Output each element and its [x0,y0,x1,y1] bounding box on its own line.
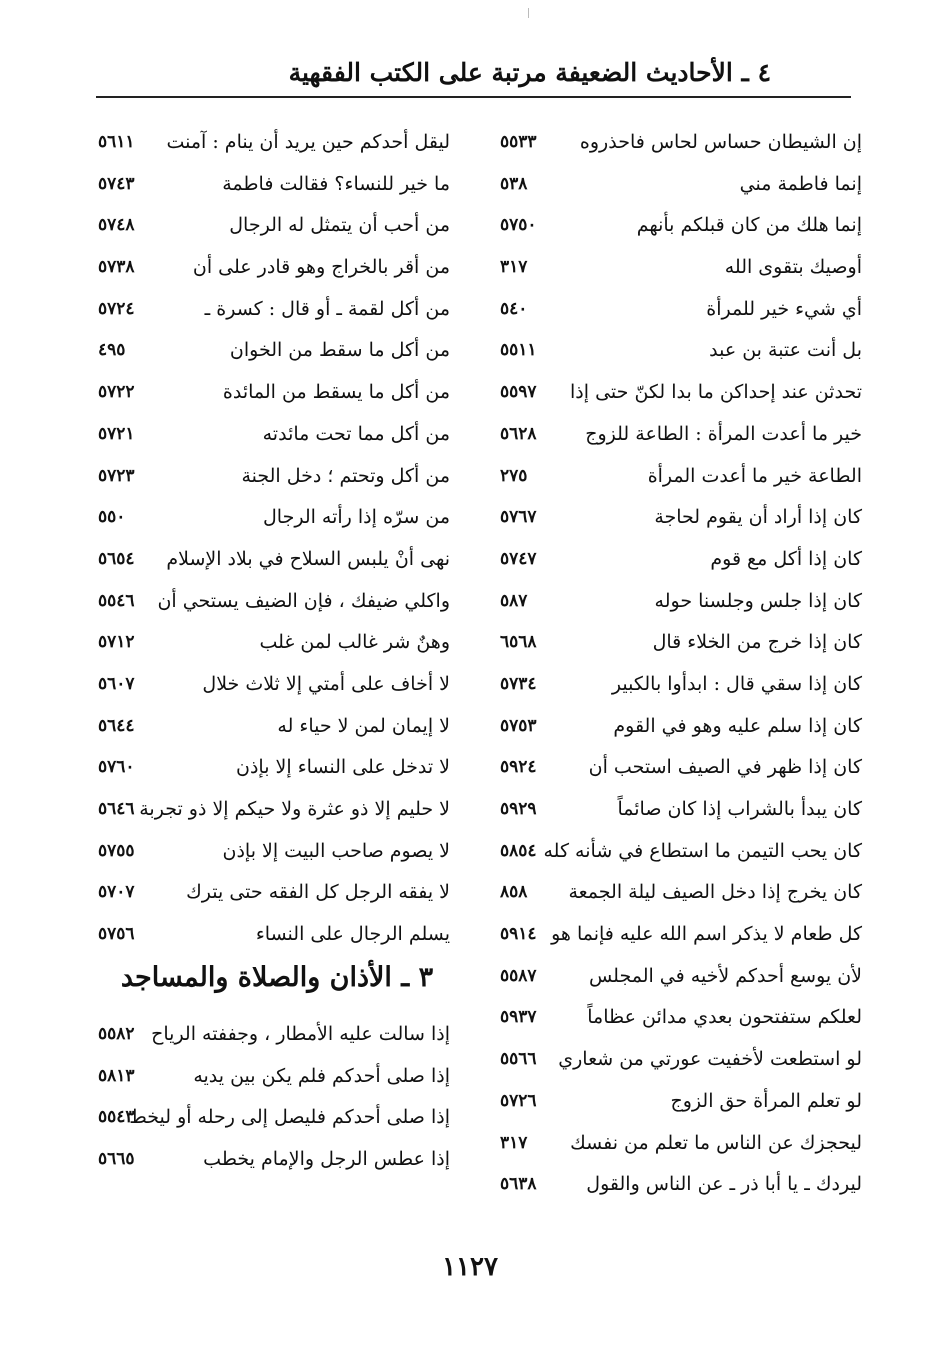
entry-text: إذا عطس الرجل والإمام يخطب [203,1148,450,1171]
index-entry [96,289,458,331]
entry-text: وهنٌ شر غالب لمن غلب [259,631,450,654]
index-entry [96,872,458,914]
index-entry [498,706,870,748]
entry-number: ٥٧٦٠ [98,757,135,778]
entry-text: نهى أنْ يلبس السلاح في بلاد الإسلام [166,547,450,570]
entry-text: كل طعام لا يذكر اسم الله عليه فإنما هو [551,923,862,946]
entry-text: لا يفقه الرجل كل الفقه حتى يترك [186,881,450,904]
entry-number: ٥٧٥٥ [98,840,135,861]
entry-number: ٥٩٣٧ [500,1007,537,1028]
entry-text: واكلي ضيفك ، فإن الضيف يستحي أن [157,589,450,612]
index-entry [498,205,870,247]
index-entry [498,872,870,914]
entry-number: ٥٧٤٨ [98,215,135,236]
entry-number: ٥٥٤٦ [98,590,135,611]
entry-text: إنما هلك من كان قبلكم بأنهم [636,214,862,237]
index-entry [96,122,458,164]
entry-number: ٥٧٢١ [98,423,135,444]
entry-number: ٥٥٨٧ [500,965,537,986]
entry-number: ٥٥٤٣ [98,1107,135,1128]
entry-number: ٥٣٨ [500,173,528,194]
entry-number: ٥٦٢٨ [500,423,537,444]
index-entry [96,372,458,414]
entry-number: ٥٦٦٥ [98,1149,135,1170]
entry-number: ٥٨١٣ [98,1065,135,1086]
entry-text: من أحب أن يتمثل له الرجال [229,214,450,237]
entry-number: ٥٧٤٣ [98,173,135,194]
index-entry [96,205,458,247]
index-entry [498,1164,870,1206]
entry-number: ٥٥٩٧ [500,382,537,403]
running-title: ٤ ـ الأحاديث الضعيفة مرتبة على الكتب الفقهية [288,58,771,87]
entry-number: ٥٦٤٦ [98,799,135,819]
entry-text: كان إذا سقي قال : ابدأوا بالكبير [611,672,862,695]
index-column-left-section [96,1014,458,1181]
index-entry [498,581,870,623]
entry-text: لعلكم ستفتحون بعدي مدائن عظاماً [587,1006,862,1029]
entry-number: ٥٧٤٧ [500,548,537,569]
entry-text: أوصيك بتقوى الله [724,256,862,279]
entry-number: ٨٥٨ [500,882,528,903]
entry-text: كان إذا سلم عليه وهو في القوم [613,714,862,737]
entry-number: ٥٧٢٢ [98,382,135,403]
entry-number: ٢٧٥ [500,465,528,486]
entry-text: لا إيمان لمن لا حياء له [277,714,450,737]
entry-text: كان يحب التيمن ما استطاع في شأنه كله [543,839,862,862]
index-entry [96,914,458,956]
entry-text: أي شيء خير للمرأة [706,297,862,320]
entry-text: لو تعلم المرأة حق الزوج [670,1089,862,1112]
index-entry [96,456,458,498]
entry-number: ٥٧٥٠ [500,215,537,236]
entry-number: ٥٦١١ [98,132,135,152]
entry-number: ٥٧٣٤ [500,673,537,694]
index-column-right [498,122,870,1206]
entry-text: من أكل وتحتم ؛ دخل الجنة [241,464,450,487]
entry-number: ٥٧٢٤ [98,298,135,319]
entry-text: ليقل أحدكم حين يريد أن ينام : آمنت [166,131,450,153]
entry-text: يسلم الرجال على النساء [255,923,450,946]
entry-number: ٥٦٤٤ [98,715,135,736]
index-entry [498,456,870,498]
index-entry [96,164,458,206]
section-heading: ٣ ـ الأذان والصلاة والمساجد [120,962,434,993]
index-entry [96,1097,458,1139]
index-entry [498,997,870,1039]
entry-number: ٥٩٢٤ [500,757,537,778]
index-entry [498,1123,870,1165]
entry-text: كان إذا جلس وجلسنا حوله [654,589,862,612]
entry-number: ٥٨٧ [500,590,528,611]
page-number: ١١٢٧ [442,1252,498,1282]
entry-number: ٥٥١١ [500,340,537,361]
entry-text: إنما فاطمة مني [739,172,862,195]
entry-text: بل أنت عتبة بن عبد [709,339,862,362]
entry-text: من سرّه إذا رأته الرجال [263,506,450,529]
entry-text: ما خير للنساء؟ فقالت فاطمة [222,172,450,195]
entry-text: لا حليم إلا ذو عثرة ولا حيكم إلا ذو تجربة [139,798,450,820]
entry-text: من أكل لقمة ـ أو قال : كسرة ـ [204,297,450,320]
index-entry [498,122,870,164]
entry-text: إن الشيطان حساس لحاس فاحذروه [579,131,862,153]
index-entry [498,1081,870,1123]
entry-number: ٥٧٢٣ [98,465,135,486]
entry-number: ٥٩١٤ [500,924,537,945]
index-entry [96,1014,458,1056]
index-column-left [96,122,458,956]
entry-text: تحدثن عند إحداكن ما بدا لكنّ حتى إذا [570,381,862,404]
entry-text: كان إذا خرج من الخلاء قال [652,631,862,654]
index-entry [96,497,458,539]
entry-text: ليردك ـ يا أبا ذر ـ عن الناس والقول [586,1173,862,1196]
index-entry [96,1056,458,1098]
entry-number: ٥٦٠٧ [98,673,135,694]
index-entry [96,831,458,873]
entry-number: ٥٧٠٧ [98,882,135,903]
entry-number: ٥٦٥٤ [98,548,135,569]
scan-mark [528,8,529,18]
index-entry [96,622,458,664]
index-entry [498,789,870,831]
entry-text: من أقر بالخراج وهو قادر على أن [192,256,450,279]
entry-text: كان إذا أراد أن يقوم لحاجة [654,506,862,529]
index-entry [498,539,870,581]
index-entry [96,1139,458,1181]
entry-text: كان يخرج إذا دخل الصيف ليلة الجمعة [568,881,862,904]
entry-text: كان إذا ظهر في الصيف استحب أن [588,756,862,779]
index-entry [96,581,458,623]
entry-number: ٥٧١٢ [98,632,135,653]
entry-text: إذا صلى أحدكم فليصل إلى رحله أو ليخط [129,1106,450,1129]
index-entry [96,664,458,706]
index-entry [498,330,870,372]
entry-number: ٣١٧ [500,257,528,278]
index-entry [498,956,870,998]
index-entry [498,831,870,873]
index-entry [96,789,458,831]
entry-number: ٥٩٢٩ [500,799,537,819]
entry-number: ٥٧٣٨ [98,257,135,278]
entry-text: لا أخاف على أمتي إلا ثلاث خلال [202,672,450,695]
index-entry [498,247,870,289]
entry-number: ٥٥٦٦ [500,1049,537,1070]
index-entry [498,164,870,206]
entry-text: من أكل ما يسقط من المائدة [222,381,450,404]
index-entry [498,914,870,956]
entry-number: ٥٧٥٣ [500,715,537,736]
entry-text: لو استطعت لأخفيت عورتي من شعاري [558,1048,862,1071]
entry-text: خير ما أعدت المرأة : الطاعة للزوج [585,422,862,445]
entry-number: ٥٤٠ [500,298,528,319]
entry-number: ٥٧٦٧ [500,507,537,528]
index-entry [96,330,458,372]
index-entry [96,539,458,581]
index-entry [498,497,870,539]
entry-number: ٥٦٣٨ [500,1174,537,1195]
entry-text: من أكل ما سقط من الخوان [229,339,450,362]
entry-number: ٣١٧ [500,1132,528,1153]
entry-text: ليحجزك عن الناس ما تعلم من نفسك [570,1131,862,1154]
entry-text: لا تدخل على النساء إلا بإذن [236,756,450,779]
index-entry [498,289,870,331]
entry-text: الطاعة خير ما أعدت المرأة [647,464,862,487]
entry-number: ٥٥٠ [98,507,126,528]
entry-number: ٥٥٣٣ [500,132,537,152]
index-entry [498,622,870,664]
entry-number: ٥٧٢٦ [500,1090,537,1111]
entry-text: إذا صلى أحدكم فلم يكن بين يديه [193,1064,450,1087]
entry-number: ٥٥٨٢ [98,1024,135,1044]
index-entry [96,247,458,289]
entry-text: كان يبدأ بالشراب إذا كان صائماً [617,798,862,820]
entry-number: ٥٧٥٦ [98,924,135,945]
entry-number: ٤٩٥ [98,340,126,361]
entry-text: لأن يوسع أحدكم لأخيه في المجلس [588,964,862,987]
entry-text: لا يصوم صاحب البيت إلا بإذن [222,839,450,862]
entry-number: ٦٥٦٨ [500,632,537,653]
index-entry [498,372,870,414]
index-entry [498,1039,870,1081]
index-entry [96,414,458,456]
index-entry [96,706,458,748]
entry-text: من أكل مما تحت مائدته [262,422,450,445]
index-entry [498,414,870,456]
index-entry [498,664,870,706]
entry-text: كان إذا أكل مع قوم [710,547,862,570]
index-entry [498,747,870,789]
entry-number: ٥٨٥٤ [500,840,537,861]
index-entry [96,747,458,789]
page-header [96,50,851,98]
entry-text: إذا سالت عليه الأمطار ، وجففته الرياح [151,1023,450,1045]
